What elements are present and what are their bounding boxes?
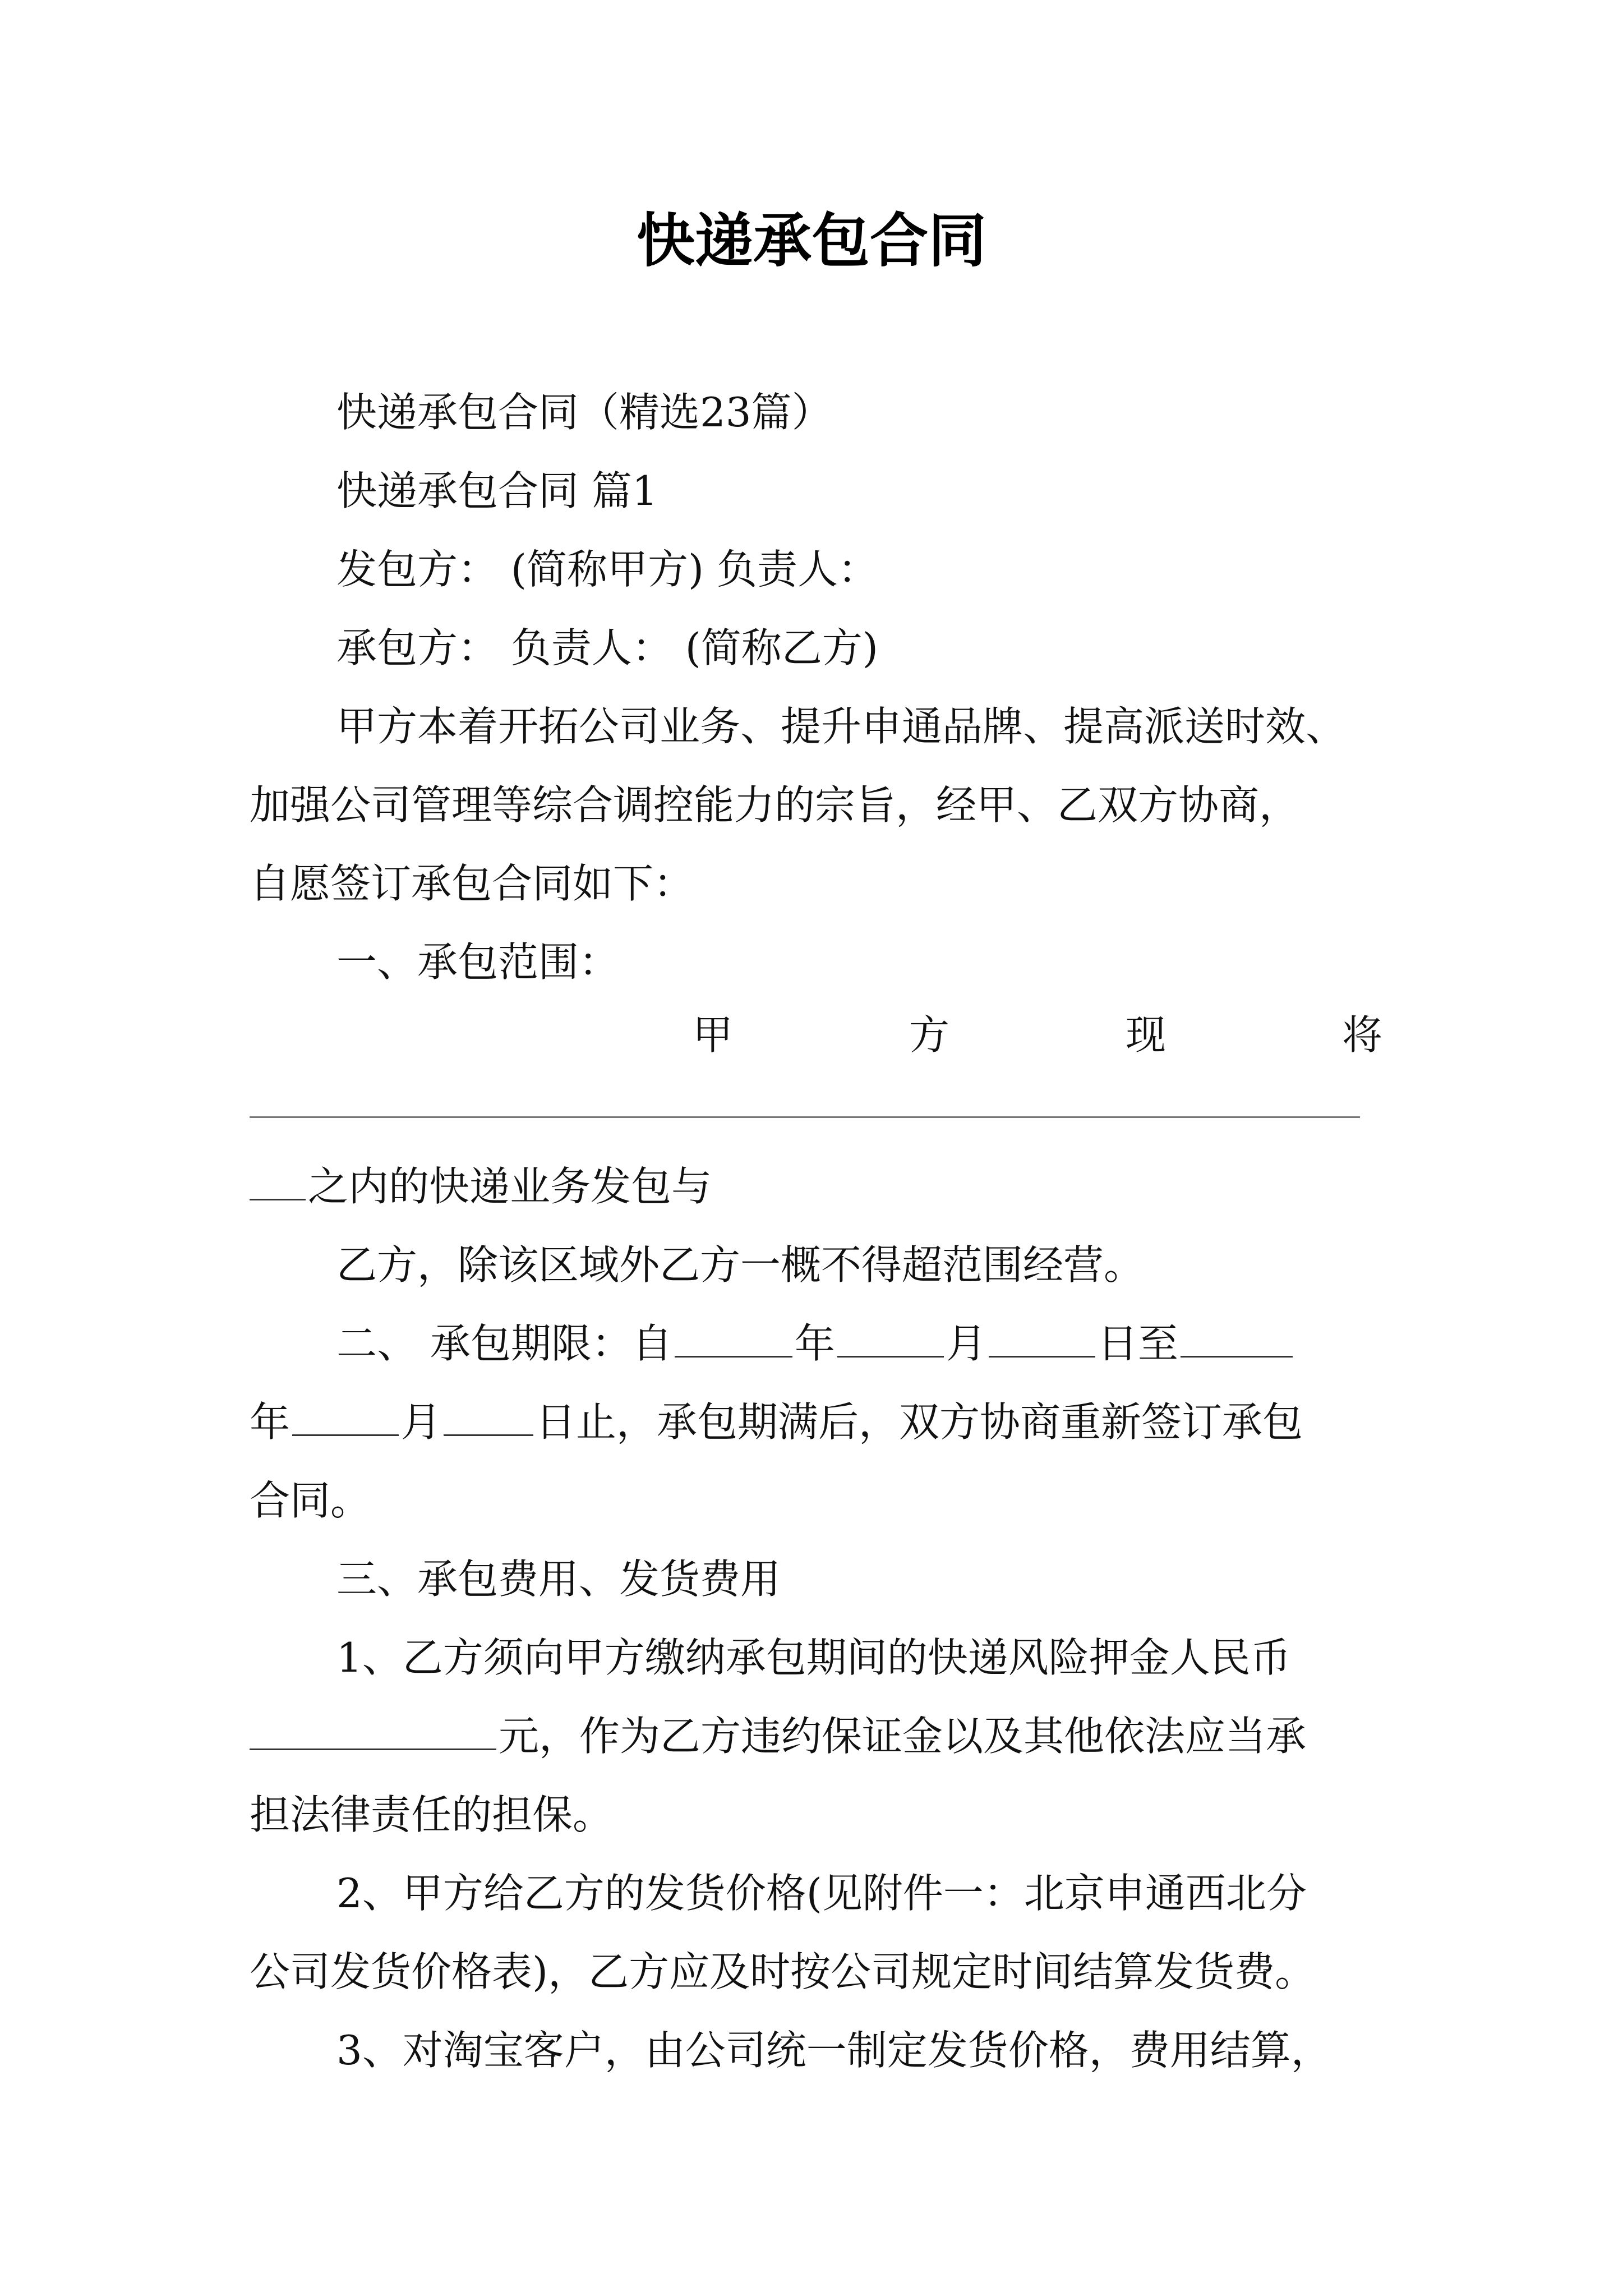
- paragraph-line: 2、甲方给乙方的发货价格(见附件一：北京申通西北分: [336, 1870, 1307, 1917]
- spaced-line: [693, 1007, 1382, 1063]
- blank-field: [250, 1743, 496, 1750]
- paragraph-line: [250, 1708, 1306, 1764]
- line-text: 之内的快递业务发包与: [308, 1163, 712, 1210]
- paragraph-line: 乙方，除该区域外乙方一概不得超范围经营。: [336, 1241, 1145, 1289]
- paragraph-line: [336, 1315, 1295, 1372]
- spaced-char: 方: [909, 1011, 949, 1059]
- blank-field: [292, 1429, 399, 1436]
- line-text: 日止，承包期满后，双方协商重新签订承包: [536, 1398, 1303, 1446]
- clause-heading: 一、承包范围：: [336, 938, 620, 986]
- blank-field: [675, 1350, 792, 1358]
- spaced-char: 甲: [693, 1011, 734, 1059]
- paragraph-line: 自愿签订承包合同如下：: [250, 860, 694, 907]
- line-text: 月: [401, 1398, 442, 1446]
- blank-field: [444, 1429, 533, 1436]
- paragraph-line: [250, 1394, 1303, 1450]
- paragraph-line: [250, 1158, 712, 1214]
- blank-field: [837, 1350, 944, 1358]
- document-title: 快递承包合同: [636, 206, 986, 275]
- spaced-char: 现: [1125, 1011, 1166, 1059]
- line-text: 年: [250, 1398, 291, 1446]
- paragraph-line: 甲方本着开拓公司业务、提升申通品牌、提高派送时效、: [336, 703, 1347, 750]
- line-text: 年: [794, 1320, 835, 1367]
- paragraph-line: 担法律责任的担保。: [250, 1791, 614, 1838]
- blank-fill-line: [250, 1116, 1360, 1118]
- spaced-char: 将: [1341, 1011, 1382, 1059]
- subtitle: 快递承包合同（精选23篇）: [336, 389, 832, 436]
- line-text: 二、 承包期限：自: [336, 1320, 672, 1367]
- line-text: 元，作为乙方违约保证金以及其他依法应当承: [499, 1713, 1307, 1760]
- paragraph-line: 3、对淘宝客户，由公司统一制定发货价格，费用结算，: [336, 2027, 1331, 2074]
- blank-field: [250, 1193, 306, 1200]
- clause-heading: 三、承包费用、发货费用: [336, 1556, 781, 1603]
- paragraph-line: 发包方： (简称甲方) 负责人：: [336, 546, 878, 593]
- blank-field: [989, 1350, 1095, 1358]
- paragraph-line: 1、乙方须向甲方缴纳承包期间的快递风险押金人民币: [336, 1634, 1291, 1681]
- paragraph-line: 公司发货价格表)，乙方应及时按公司规定时间结算发货费。: [250, 1948, 1316, 1995]
- paragraph-line: 加强公司管理等综合调控能力的宗旨，经甲、乙双方协商，: [250, 781, 1300, 829]
- blank-field: [1181, 1350, 1293, 1358]
- line-text: 月: [946, 1320, 986, 1367]
- line-text: 日至: [1097, 1320, 1178, 1367]
- paragraph-line: 承包方： 负责人： (简称乙方): [336, 624, 878, 671]
- section-heading: 快递承包合同 篇1: [336, 467, 658, 514]
- paragraph-line: 合同。: [250, 1477, 371, 1524]
